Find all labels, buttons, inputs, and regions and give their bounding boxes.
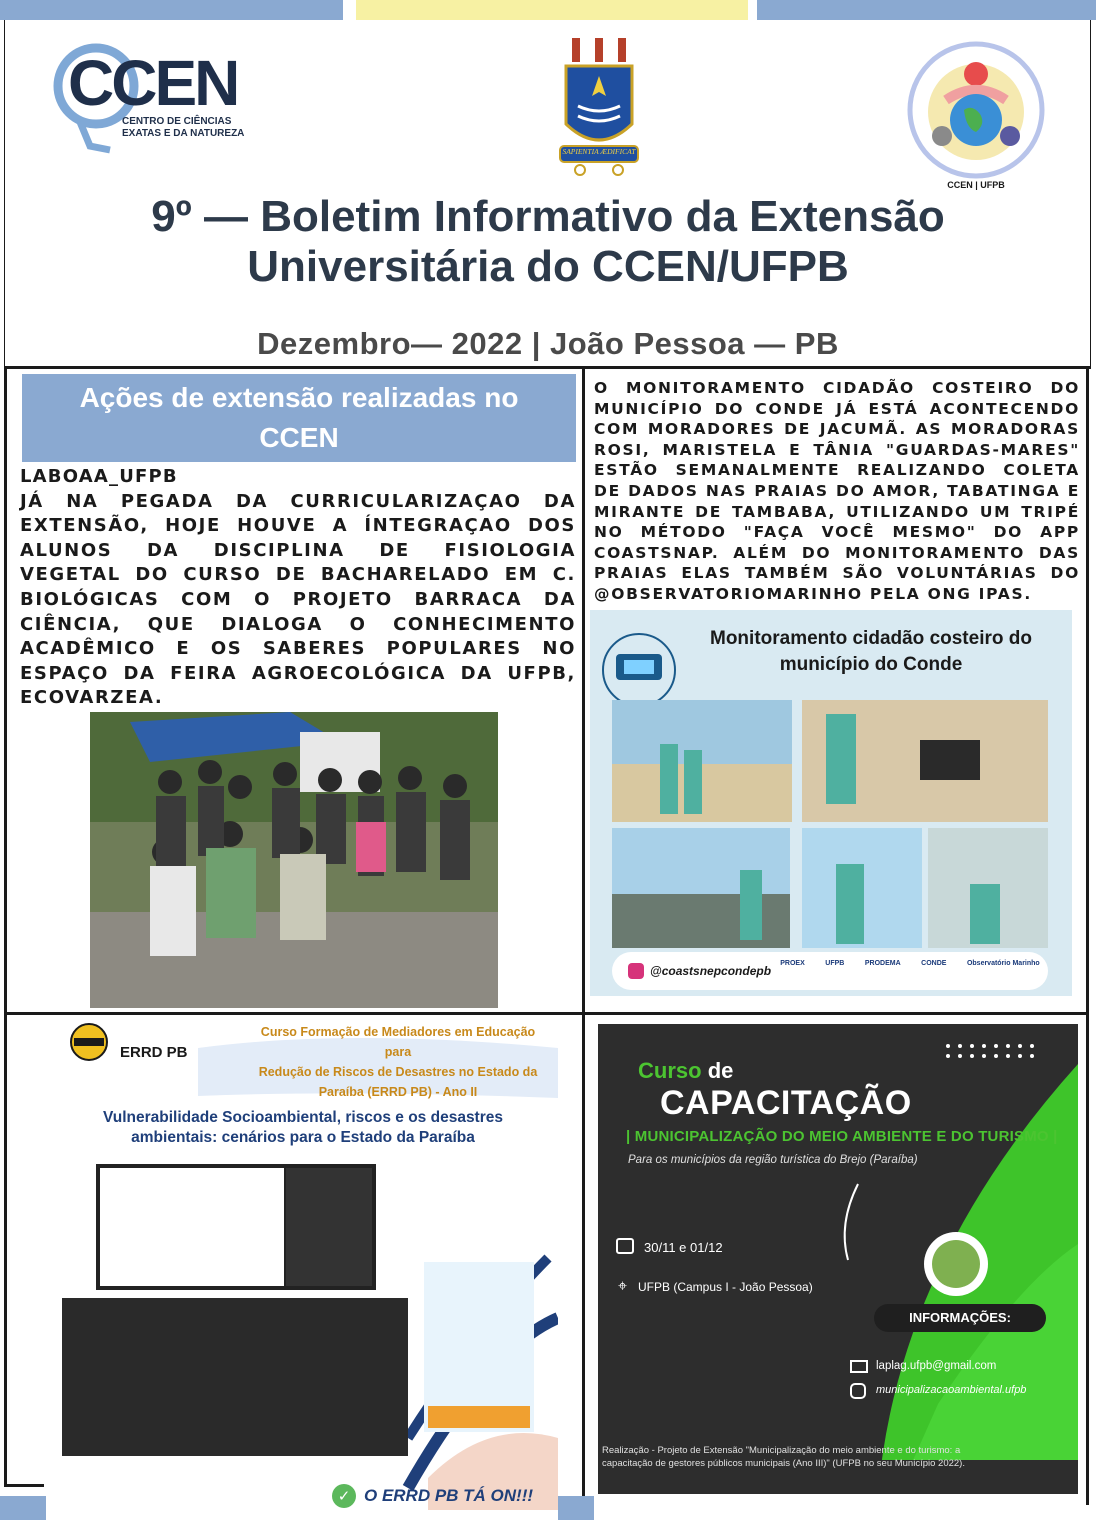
ccen-logo-word: CCEN — [68, 47, 238, 119]
bottom-left-divider — [4, 1484, 44, 1487]
instagram-icon — [628, 963, 644, 979]
frame-left — [4, 20, 5, 368]
article-text: JÁ NA PEGADA DA CURRICULARIZAÇAO DA EXTENSÃO, HOJE HOUVE A ÍNTEGRAÇAO DOS ALUNOS DA DISCIPLINA DE FISIOLOGIA VEGETAL DO CURSO DE BACHARELADO EM C. BIOLÓGICAS COM O PROJETO BARRACA DA CIÊNCIA, QUE DIALOGA O CONHECIMENTO ACADÊMICO E OS SABERES POPULARES NO ESPAÇO DA FEIRA AGROECOLÓGICA DA UFPB, ECOVARZEA. — [20, 490, 576, 709]
article-label: LABOAA_UFPB — [20, 466, 178, 487]
header-divider — [4, 366, 1091, 369]
errd-course-title: Curso Formação de Mediadores em Educação para Redução de Riscos de Desastres no Estado da Paraíba (ERRD PB) - Ano II — [258, 1025, 538, 1099]
top-strip-middle — [356, 0, 748, 20]
page-title: 9º — Boletim Informativo da Extensão Universitária do CCEN/UFPB — [151, 192, 945, 291]
assessoria-caption: CCEN | UFPB — [947, 180, 1005, 190]
bottom-strip-left — [0, 1496, 46, 1520]
crest-motto: SAPIENTIA ÆDIFICAT — [562, 147, 636, 156]
cap-subtitle: Para os municípios da região turística do Brejo (Paraíba) — [628, 1154, 918, 1166]
dateline: Dezembro— 2022 | João Pessoa — PB — [257, 326, 839, 361]
cap-main-title: CAPACITAÇÃO — [660, 1084, 912, 1122]
left-article — [20, 465, 576, 711]
coastsnap-handle: @coastsnepcondepb — [650, 964, 772, 978]
coastsnap-title: Monitoramento cidadão costeiro do município do Conde — [710, 628, 1032, 675]
partner-logos: PROEX UFPB PRODEMA CONDE Observatório Marinho — [780, 960, 1040, 967]
right-border — [1086, 369, 1089, 1014]
assessoria-extensao-logo — [906, 40, 1046, 196]
location-pin-icon: ⌖ — [618, 1276, 628, 1295]
email-icon — [850, 1360, 868, 1373]
top-strip-left — [0, 0, 343, 20]
errd-subtitle: Vulnerabilidade Socioambiental, riscos e os desastres ambientais: cenários para o Estado da Paraíba — [103, 1109, 503, 1146]
frame-right — [1090, 20, 1091, 368]
cap-footer: Realização - Projeto de Extensão "Municipalização do meio ambiente e do turismo: a capacitação de gestores públicos municipais (Ano III)" (UFPB no seu Município 2022). — [602, 1445, 965, 1469]
bottom-strip-mid — [558, 1496, 594, 1520]
cap-place: UFPB (Campus I - João Pessoa) — [638, 1280, 813, 1294]
right-border-bottom — [1086, 1015, 1089, 1505]
column-divider — [582, 369, 585, 1511]
cap-date: 30/11 e 01/12 — [644, 1240, 723, 1255]
cap-instagram: municipalizacaoambiental.ufpb — [876, 1384, 1027, 1396]
ccen-logo — [50, 38, 250, 163]
errd-panel — [48, 1018, 558, 1510]
coastsnap-panel — [590, 610, 1072, 996]
instagram-icon — [850, 1383, 866, 1399]
mid-divider — [4, 1012, 1089, 1015]
cap-info-label: INFORMAÇÕES: — [874, 1304, 1046, 1332]
check-icon: ✓ — [332, 1484, 356, 1508]
cap-curso-label: Curso de — [638, 1058, 734, 1083]
ccen-logo-subtitle: CENTRO DE CIÊNCIAS EXATAS E DA NATUREZA — [122, 116, 245, 139]
capacitacao-panel — [598, 1024, 1078, 1494]
ufpb-crest-logo — [558, 36, 640, 178]
cap-email: laplag.ufpb@gmail.com — [876, 1360, 997, 1372]
right-article: O MONITORAMENTO CIDADÃO COSTEIRO DO MUNICÍPIO DO CONDE JÁ ESTÁ ACONTECENDO COM MORADORES DE JACUMÃ. AS MORADORAS ROSI, MARISTELA E TÂNIA "GUARDAS-MARES" ESTÃO SEMANALMENTE REALIZANDO COLETA DE DADOS NAS PRAIAS DO AMOR, TABATINGA E MIRANTE DE TAMBABA, UTILIZANDO UM TRIPÉ NO MÉTODO "FAÇA VOCÊ MESMO" DO APP COASTSNAP. ALÉM DO MONITORAMENTO DAS PRAIAS ELAS TAMBÉM SÃO VOLUNTÁRIAS DO @OBSERVATORIOMARINHO PELA ONG IPAS. — [594, 379, 1080, 603]
left-border — [4, 369, 7, 1014]
cap-course-name: | MUNICIPALIZAÇÃO DO MEIO AMBIENTE E DO TURISMO | — [626, 1128, 1058, 1145]
errd-on-banner: O ERRD PB TÁ ON!!! — [364, 1486, 534, 1505]
section-heading: Ações de extensão realizadas no CCEN — [22, 374, 576, 462]
coastsnap-photos — [590, 694, 1072, 954]
errd-logo — [66, 1022, 112, 1062]
errd-logo-text: ERRD PB — [120, 1044, 188, 1061]
top-strip-right — [757, 0, 1096, 20]
calendar-icon — [616, 1238, 634, 1254]
left-border-bottom — [4, 1015, 7, 1485]
group-photo — [90, 712, 498, 1008]
